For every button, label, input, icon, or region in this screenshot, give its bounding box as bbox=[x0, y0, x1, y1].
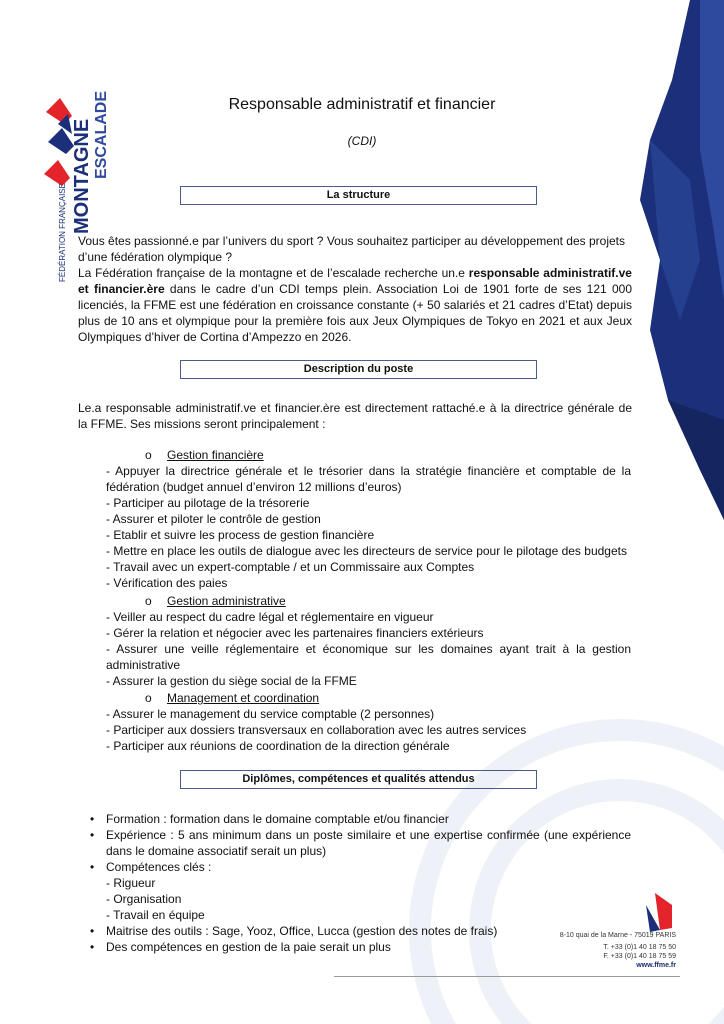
list-item: Expérience : 5 ans minimum dans un poste similaire et une expertise confirmée (une expérience dans le domaine associatif serait un plus) bbox=[106, 828, 631, 858]
list-item: - Participer au pilotage de la trésorerie bbox=[106, 496, 310, 510]
list-item: Maitrise des outils : Sage, Yooz, Office, Lucca (gestion des notes de frais) bbox=[106, 924, 498, 938]
list-item: - Vérification des paies bbox=[106, 576, 228, 590]
list-item: - Assurer une veille réglementaire et économique sur les domaines ayant trait à la gestion administrative bbox=[106, 642, 631, 672]
structure-body bbox=[78, 265, 632, 345]
structure-intro: Vous êtes passionné.e par l’univers du sport ? Vous souhaitez participer au développement des projets d’une fédération olympique ? bbox=[78, 234, 626, 264]
list-item: - Assurer et piloter le contrôle de gestion bbox=[106, 512, 321, 526]
group-title-gestion-administrative: Gestion administrative bbox=[167, 594, 286, 608]
bullet-icon: • bbox=[90, 940, 95, 954]
footer-fax: F. +33 (0)1 40 18 75 59 bbox=[603, 953, 676, 960]
footer-url: www.ffme.fr bbox=[636, 962, 676, 969]
list-item: - Assurer la gestion du siège social de la FFME bbox=[106, 674, 357, 688]
description-intro: Le.a responsable administratif.ve et financier.ère est directement rattaché.e à la directrice générale de la FFME. Ses missions seront principalement : bbox=[78, 401, 632, 431]
list-item: - Travail avec un expert-comptable / et un Commissaire aux Comptes bbox=[106, 560, 475, 574]
list-item: Formation : formation dans le domaine comptable et/ou financier bbox=[106, 812, 449, 826]
bullet-icon: • bbox=[90, 860, 95, 874]
structure-body-after: dans le cadre d’un CDI temps plein. Association Loi de 1901 forte de ses 121 000 licenciés, la FFME est une fédération en croissance constante (+ 50 salariés et 21 cadres d’Etat) depuis plus de 10 ans et olympique pour la première fois aux Jeux Olympiques de Tokyo en 2021 et aux Jeux Olympiques d’hiver de Cortina d’Ampezzo en 2026. bbox=[78, 282, 632, 344]
bullet-icon: • bbox=[90, 828, 95, 842]
list-item: - Gérer la relation et négocier avec les partenaires financiers extérieurs bbox=[106, 626, 484, 640]
logo-line-federation: FÉDÉRATION FRANÇAISE bbox=[58, 183, 67, 282]
navy-shape-decoration bbox=[640, 0, 724, 520]
list-item: - Assurer le management du service comptable (2 personnes) bbox=[106, 707, 435, 721]
competence-item: - Organisation bbox=[106, 892, 182, 906]
list-item: Des compétences en gestion de la paie serait un plus bbox=[106, 940, 391, 954]
section-header-structure: La structure bbox=[180, 186, 537, 205]
group-financiere-marker: o bbox=[145, 448, 152, 462]
list-item: - Etablir et suivre les process de gestion financière bbox=[106, 528, 375, 542]
list-item: - Participer aux réunions de coordination de la direction générale bbox=[106, 739, 450, 753]
footer-address-block bbox=[560, 931, 676, 970]
footer-divider bbox=[334, 976, 680, 977]
list-item: - Veiller au respect du cadre légal et réglementaire en vigueur bbox=[106, 610, 434, 624]
logo-line-escalade: ESCALADE bbox=[93, 90, 110, 179]
footer-logo-mark bbox=[646, 893, 672, 932]
footer-address: 8-10 quai de la Marne - 75019 PARIS bbox=[559, 932, 676, 939]
section-header-description: Description du poste bbox=[180, 360, 537, 379]
page-title: Responsable administratif et financier bbox=[228, 96, 496, 113]
footer-phone: T. +33 (0)1 40 18 75 50 bbox=[603, 944, 676, 951]
list-item: - Participer aux dossiers transversaux en collaboration avec les autres services bbox=[106, 723, 527, 737]
structure-body-before: La Fédération française de la montagne et de l’escalade recherche un.e bbox=[78, 266, 469, 280]
list-item: Compétences clés : bbox=[106, 860, 212, 874]
competence-item: - Rigueur bbox=[106, 876, 156, 890]
bullet-icon: • bbox=[90, 924, 95, 938]
bullet-icon: • bbox=[90, 812, 95, 826]
competence-item: - Travail en équipe bbox=[106, 908, 205, 922]
structure-body-bold: responsable administratif.ve et financier.ère bbox=[78, 266, 632, 296]
group-management-marker: o bbox=[145, 691, 152, 705]
group-title-gestion-financiere: Gestion financière bbox=[167, 448, 264, 462]
list-item: - Mettre en place les outils de dialogue avec les directeurs de service pour le pilotage des budgets bbox=[106, 544, 627, 558]
section-header-diplomes: Diplômes, compétences et qualités attendus bbox=[180, 770, 537, 789]
logo-line-montagne: MONTAGNE bbox=[71, 118, 93, 234]
list-item: - Appuyer la directrice générale et le trésorier dans la stratégie financière et comptable de la fédération (budget annuel d’environ 12 millions d’euros) bbox=[106, 464, 631, 494]
group-administrative-marker: o bbox=[145, 594, 152, 608]
page-subtitle: (CDI) bbox=[347, 134, 377, 148]
group-title-management: Management et coordination bbox=[167, 691, 320, 705]
